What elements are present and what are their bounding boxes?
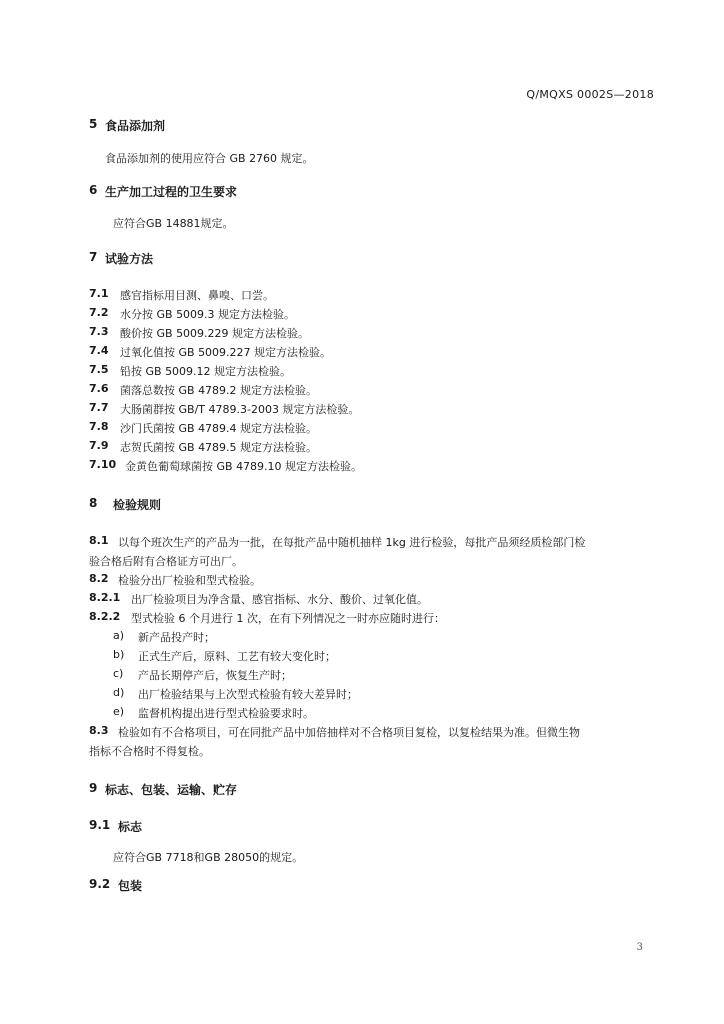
para-8-2-text: 检验分出厂检验和型式检验。 (118, 574, 261, 587)
item-7-9-number: 7.9 (89, 439, 109, 452)
item-7-6-number: 7.6 (89, 382, 109, 395)
para-8-2-2-text: 型式检验 6 个月进行 1 次，在有下列情况之一时亦应随时进行： (131, 612, 445, 625)
item-7-1-text: 感官指标用目测、鼻嗅、口尝。 (120, 289, 274, 302)
section-5-title: 食品添加剂 (105, 119, 166, 133)
para-8-3-line2: 指标不合格时不得复检。 (89, 745, 210, 758)
item-7-8-number: 7.8 (89, 420, 109, 433)
para-8-2-2-number: 8.2.2 (89, 610, 121, 623)
section-8-title: 检验规则 (113, 498, 162, 512)
section-6-title: 生产加工过程的卫生要求 (105, 185, 238, 199)
section-9-2-number: 9.2 (89, 877, 111, 891)
case-e-text: 监督机构提出进行型式检验要求时。 (138, 707, 314, 720)
item-7-4-number: 7.4 (89, 344, 109, 357)
section-9-2-title: 包装 (118, 879, 143, 893)
para-8-2-1-text: 出厂检验项目为净含量、感官指标、水分、酸价、过氧化值。 (131, 593, 428, 606)
item-7-8-text: 沙门氏菌按 GB 4789.4 规定方法检验。 (120, 422, 318, 435)
item-7-10-number: 7.10 (89, 458, 117, 471)
item-7-5-text: 铅按 GB 5009.12 规定方法检验。 (120, 365, 292, 378)
document-code: Q/MQXS 0002S—2018 (526, 88, 654, 101)
para-8-2-number: 8.2 (89, 572, 109, 585)
section-6-body: 应符合GB 14881规定。 (113, 217, 234, 230)
case-d-text: 出厂检验结果与上次型式检验有较大差异时； (138, 688, 358, 701)
page-number: 3 (636, 942, 643, 953)
item-7-3-number: 7.3 (89, 325, 109, 338)
section-9-title: 标志、包装、运输、贮存 (105, 783, 238, 797)
item-7-7-number: 7.7 (89, 401, 109, 414)
case-d-mark: d) (113, 686, 125, 699)
section-7-title: 试验方法 (105, 252, 154, 266)
case-c-text: 产品长期停产后，恢复生产时； (138, 669, 292, 682)
para-8-3-number: 8.3 (89, 724, 109, 737)
para-8-1-line1: 以每个班次生产的产品为一批，在每批产品中随机抽样 1kg 进行检验，每批产品须经质检部门检 (118, 536, 586, 549)
section-6-number: 6 (89, 183, 98, 197)
para-8-1-number: 8.1 (89, 534, 109, 547)
section-9-1-body: 应符合GB 7718和GB 28050的规定。 (113, 851, 304, 864)
section-9-1-number: 9.1 (89, 818, 111, 832)
item-7-9-text: 志贺氏菌按 GB 4789.5 规定方法检验。 (120, 441, 318, 454)
item-7-2-number: 7.2 (89, 306, 109, 319)
case-b-text: 正式生产后，原料、工艺有较大变化时； (138, 650, 336, 663)
item-7-3-text: 酸价按 GB 5009.229 规定方法检验。 (120, 327, 310, 340)
section-9-1-title: 标志 (118, 820, 143, 834)
item-7-6-text: 菌落总数按 GB 4789.2 规定方法检验。 (120, 384, 318, 397)
section-8-number: 8 (89, 496, 98, 510)
item-7-1-number: 7.1 (89, 287, 109, 300)
case-a-text: 新产品投产时； (138, 631, 215, 644)
case-c-mark: c) (113, 667, 124, 680)
para-8-2-1-number: 8.2.1 (89, 591, 121, 604)
case-b-mark: b) (113, 648, 125, 661)
item-7-5-number: 7.5 (89, 363, 109, 376)
item-7-2-text: 水分按 GB 5009.3 规定方法检验。 (120, 308, 296, 321)
case-e-mark: e) (113, 705, 125, 718)
item-7-7-text: 大肠菌群按 GB/T 4789.3-2003 规定方法检验。 (120, 403, 360, 416)
item-7-4-text: 过氧化值按 GB 5009.227 规定方法检验。 (120, 346, 332, 359)
item-7-10-text: 金黄色葡萄球菌按 GB 4789.10 规定方法检验。 (125, 460, 363, 473)
case-a-mark: a) (113, 629, 125, 642)
para-8-1-line2: 验合格后附有合格证方可出厂。 (89, 555, 243, 568)
section-5-number: 5 (89, 117, 98, 131)
section-9-number: 9 (89, 781, 98, 795)
para-8-3-line1: 检验如有不合格项目，可在同批产品中加倍抽样对不合格项目复检，以复检结果为准。但微生物 (118, 726, 580, 739)
section-5-body: 食品添加剂的使用应符合 GB 2760 规定。 (105, 152, 314, 165)
section-7-number: 7 (89, 250, 98, 264)
